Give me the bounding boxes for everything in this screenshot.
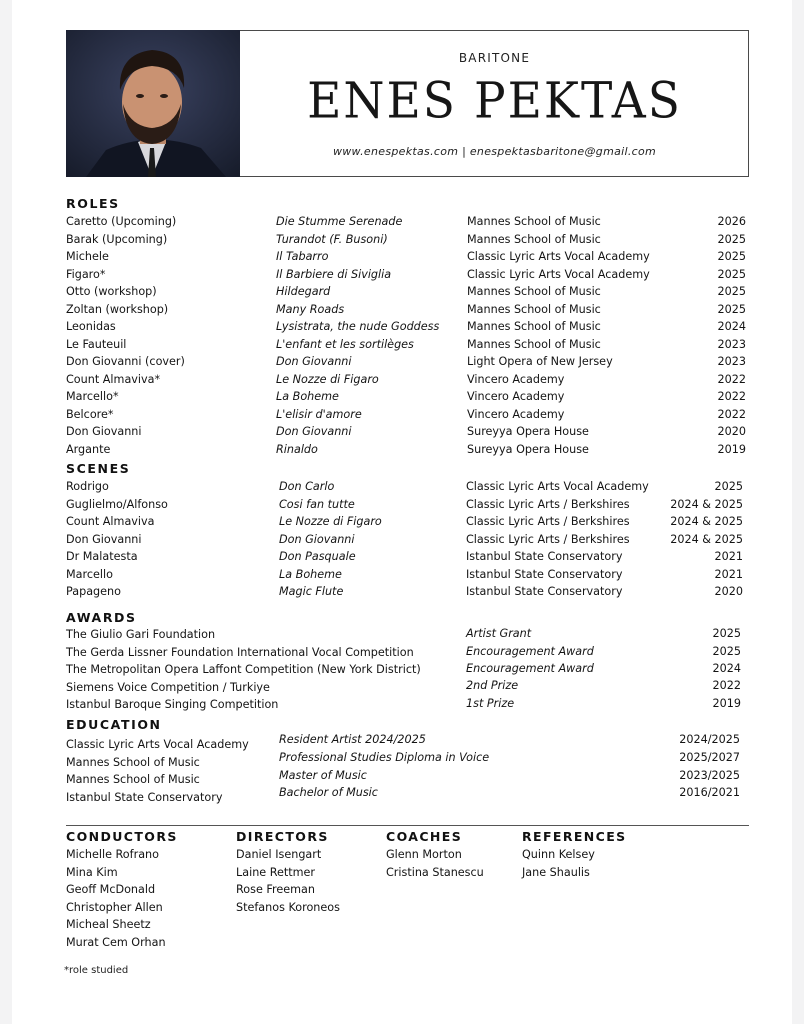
directors-heading: DIRECTORS bbox=[236, 829, 329, 844]
role-name: Otto (workshop) bbox=[66, 285, 157, 298]
conductor-name: Murat Cem Orhan bbox=[66, 935, 166, 949]
opera-title: Don Giovanni bbox=[276, 355, 352, 368]
award-competition: The Gerda Lissner Foundation International Vocal Competition bbox=[66, 646, 414, 659]
scene-opera: Don Giovanni bbox=[279, 532, 355, 546]
scene-year: 2021 bbox=[714, 567, 743, 581]
degree-program: Resident Artist 2024/2025 bbox=[279, 733, 426, 746]
role-row bbox=[0, 248, 804, 265]
role-year: 2025 bbox=[717, 267, 746, 281]
conductor-name: Micheal Sheetz bbox=[66, 918, 151, 931]
company-name: Mannes School of Music bbox=[467, 215, 601, 228]
school-name: Classic Lyric Arts Vocal Academy bbox=[66, 738, 249, 751]
degree-program: Professional Studies Diploma in Voice bbox=[279, 751, 490, 764]
role-name: Count Almaviva* bbox=[66, 372, 161, 386]
coach-name: Glenn Morton bbox=[386, 848, 462, 861]
scene-row bbox=[0, 478, 804, 495]
award-row bbox=[0, 626, 804, 643]
opera-title: Die Stumme Serenade bbox=[276, 215, 403, 228]
opera-title: Turandot (F. Busoni) bbox=[276, 232, 388, 246]
company-name: Sureyya Opera House bbox=[467, 425, 589, 438]
award-competition: The Giulio Gari Foundation bbox=[66, 628, 216, 641]
scene-row bbox=[0, 496, 804, 513]
role-year: 2025 bbox=[717, 232, 746, 246]
conductor-name: Michelle Rofrano bbox=[66, 848, 159, 861]
references-heading: REFERENCES bbox=[522, 829, 627, 844]
role-name: Michele bbox=[66, 250, 109, 263]
role-row bbox=[0, 441, 804, 458]
section-divider bbox=[66, 825, 749, 826]
headshot-photo bbox=[66, 30, 240, 177]
role-row bbox=[0, 266, 804, 283]
director-name: Laine Rettmer bbox=[236, 865, 316, 879]
role-row bbox=[0, 423, 804, 440]
degree-program: Bachelor of Music bbox=[279, 786, 378, 799]
award-name: 2nd Prize bbox=[466, 679, 519, 692]
scene-opera: Don Carlo bbox=[279, 480, 335, 493]
education-heading: EDUCATION bbox=[66, 717, 162, 732]
scene-role: Count Almaviva bbox=[66, 515, 155, 528]
scene-role: Dr Malatesta bbox=[66, 550, 138, 563]
opera-title: Lysistrata, the nude Goddess bbox=[276, 320, 440, 333]
coaches-heading: COACHES bbox=[386, 829, 463, 844]
award-year: 2022 bbox=[712, 679, 741, 692]
scene-year: 2024 & 2025 bbox=[670, 497, 743, 511]
award-competition: Istanbul Baroque Singing Competition bbox=[66, 698, 279, 711]
scene-row bbox=[0, 513, 804, 530]
scene-opera: Le Nozze di Figaro bbox=[279, 515, 382, 528]
award-competition: The Metropolitan Opera Laffont Competition (New York District) bbox=[66, 663, 421, 676]
role-name: Belcore* bbox=[66, 407, 114, 421]
scene-row bbox=[0, 566, 804, 583]
conductor-name: Mina Kim bbox=[66, 865, 118, 879]
role-row bbox=[0, 388, 804, 405]
reference-name: Quinn Kelsey bbox=[522, 848, 595, 861]
company-name: Classic Lyric Arts Vocal Academy bbox=[467, 267, 650, 281]
scene-opera: Cosi fan tutte bbox=[279, 497, 355, 511]
scene-company: Istanbul State Conservatory bbox=[466, 550, 623, 563]
scene-year: 2024 & 2025 bbox=[670, 515, 743, 528]
role-row bbox=[0, 301, 804, 318]
opera-title: La Boheme bbox=[276, 390, 339, 403]
role-name: Zoltan (workshop) bbox=[66, 302, 169, 316]
scene-company: Classic Lyric Arts / Berkshires bbox=[466, 532, 630, 546]
opera-title: L'enfant et les sortilèges bbox=[276, 337, 414, 351]
scene-year: 2024 & 2025 bbox=[670, 532, 743, 546]
role-name: Caretto (Upcoming) bbox=[66, 215, 177, 228]
roles-heading: ROLES bbox=[66, 196, 120, 211]
company-name: Mannes School of Music bbox=[467, 232, 601, 246]
award-year: 2025 bbox=[712, 627, 741, 640]
role-row bbox=[0, 406, 804, 423]
director-name: Rose Freeman bbox=[236, 883, 315, 896]
role-year: 2026 bbox=[717, 215, 746, 228]
role-year: 2024 bbox=[717, 320, 746, 333]
company-name: Mannes School of Music bbox=[467, 320, 601, 333]
role-row bbox=[0, 213, 804, 230]
scene-opera: La Boheme bbox=[279, 567, 342, 581]
role-row bbox=[0, 231, 804, 248]
school-name: Mannes School of Music bbox=[66, 773, 200, 786]
company-name: Mannes School of Music bbox=[467, 285, 601, 298]
school-name: Mannes School of Music bbox=[66, 756, 200, 769]
award-name: 1st Prize bbox=[466, 697, 515, 710]
award-row bbox=[0, 696, 804, 713]
role-name: Le Fauteuil bbox=[66, 337, 127, 351]
scene-company: Classic Lyric Arts / Berkshires bbox=[466, 515, 630, 528]
scene-company: Istanbul State Conservatory bbox=[466, 585, 623, 598]
scene-role: Don Giovanni bbox=[66, 532, 142, 546]
scene-role: Marcello bbox=[66, 567, 113, 581]
role-name: Don Giovanni (cover) bbox=[66, 355, 185, 368]
company-name: Mannes School of Music bbox=[467, 302, 601, 316]
company-name: Vincero Academy bbox=[467, 407, 565, 421]
conductor-name: Geoff McDonald bbox=[66, 883, 156, 896]
director-name: Stefanos Koroneos bbox=[236, 900, 340, 914]
award-year: 2025 bbox=[712, 645, 741, 658]
scene-company: Classic Lyric Arts / Berkshires bbox=[466, 497, 630, 511]
education-years: 2025/2027 bbox=[679, 751, 740, 764]
scene-row bbox=[0, 583, 804, 600]
school-name: Istanbul State Conservatory bbox=[66, 791, 223, 804]
scene-year: 2021 bbox=[714, 550, 743, 563]
award-competition: Siemens Voice Competition / Turkiye bbox=[66, 681, 270, 694]
scene-row bbox=[0, 531, 804, 548]
opera-title: Many Roads bbox=[276, 302, 345, 316]
role-name: Marcello* bbox=[66, 390, 119, 403]
singer-name: ENES PEKTAS bbox=[307, 72, 682, 131]
role-name: Figaro* bbox=[66, 267, 106, 281]
role-row bbox=[0, 283, 804, 300]
role-name: Argante bbox=[66, 442, 111, 456]
coach-name: Cristina Stanescu bbox=[386, 865, 484, 879]
conductors-heading: CONDUCTORS bbox=[66, 829, 178, 844]
role-name: Leonidas bbox=[66, 320, 116, 333]
scene-role: Papageno bbox=[66, 585, 121, 598]
awards-heading: AWARDS bbox=[66, 610, 137, 625]
opera-title: Don Giovanni bbox=[276, 425, 352, 438]
scenes-heading: SCENES bbox=[66, 461, 131, 476]
role-year: 2022 bbox=[717, 390, 746, 403]
reference-name: Jane Shaulis bbox=[522, 865, 590, 879]
degree-program: Master of Music bbox=[279, 769, 367, 782]
education-years: 2016/2021 bbox=[679, 786, 740, 799]
role-year: 2020 bbox=[717, 425, 746, 438]
opera-title: L'elisir d'amore bbox=[276, 407, 362, 421]
director-name: Daniel Isengart bbox=[236, 848, 322, 861]
scene-row bbox=[0, 548, 804, 565]
role-year: 2023 bbox=[717, 355, 746, 368]
conductor-name: Christopher Allen bbox=[66, 900, 163, 914]
company-name: Vincero Academy bbox=[467, 390, 565, 403]
role-name: Barak (Upcoming) bbox=[66, 232, 168, 246]
role-year: 2022 bbox=[717, 407, 746, 421]
role-year: 2025 bbox=[717, 250, 746, 263]
award-row bbox=[0, 644, 804, 661]
scene-role: Guglielmo/Alfonso bbox=[66, 497, 168, 511]
opera-title: Rinaldo bbox=[276, 442, 318, 456]
role-row bbox=[0, 336, 804, 353]
award-row bbox=[0, 679, 804, 696]
footnote: *role studied bbox=[64, 965, 129, 976]
award-name: Encouragement Award bbox=[466, 645, 594, 658]
opera-title: Il Barbiere di Siviglia bbox=[276, 267, 392, 281]
contact-info: www.enespektas.com | enespektasbaritone@gmail.com bbox=[332, 145, 657, 158]
company-name: Classic Lyric Arts Vocal Academy bbox=[467, 250, 650, 263]
scene-opera: Don Pasquale bbox=[279, 550, 356, 563]
award-name: Artist Grant bbox=[466, 627, 532, 640]
role-year: 2025 bbox=[717, 302, 746, 316]
company-name: Light Opera of New Jersey bbox=[467, 355, 613, 368]
role-year: 2025 bbox=[717, 285, 746, 298]
company-name: Sureyya Opera House bbox=[467, 442, 589, 456]
scene-opera: Magic Flute bbox=[279, 585, 344, 598]
company-name: Mannes School of Music bbox=[467, 337, 601, 351]
opera-title: Il Tabarro bbox=[276, 250, 329, 263]
role-row bbox=[0, 353, 804, 370]
role-year: 2022 bbox=[717, 372, 746, 386]
opera-title: Le Nozze di Figaro bbox=[276, 372, 379, 386]
education-years: 2024/2025 bbox=[679, 733, 740, 746]
role-year: 2019 bbox=[717, 442, 746, 456]
role-year: 2023 bbox=[717, 337, 746, 351]
role-row bbox=[0, 318, 804, 335]
award-year: 2024 bbox=[712, 662, 741, 675]
scene-role: Rodrigo bbox=[66, 480, 109, 493]
scene-company: Istanbul State Conservatory bbox=[466, 567, 623, 581]
voice-type: BARITONE bbox=[458, 51, 531, 65]
scene-year: 2020 bbox=[714, 585, 743, 598]
award-row bbox=[0, 661, 804, 678]
education-years: 2023/2025 bbox=[679, 769, 740, 782]
award-year: 2019 bbox=[712, 697, 741, 710]
award-name: Encouragement Award bbox=[466, 662, 594, 675]
education-row bbox=[0, 786, 804, 806]
role-row bbox=[0, 371, 804, 388]
opera-title: Hildegard bbox=[276, 285, 331, 298]
scene-company: Classic Lyric Arts Vocal Academy bbox=[466, 480, 649, 493]
scene-year: 2025 bbox=[714, 480, 743, 493]
role-name: Don Giovanni bbox=[66, 425, 142, 438]
company-name: Vincero Academy bbox=[467, 372, 565, 386]
